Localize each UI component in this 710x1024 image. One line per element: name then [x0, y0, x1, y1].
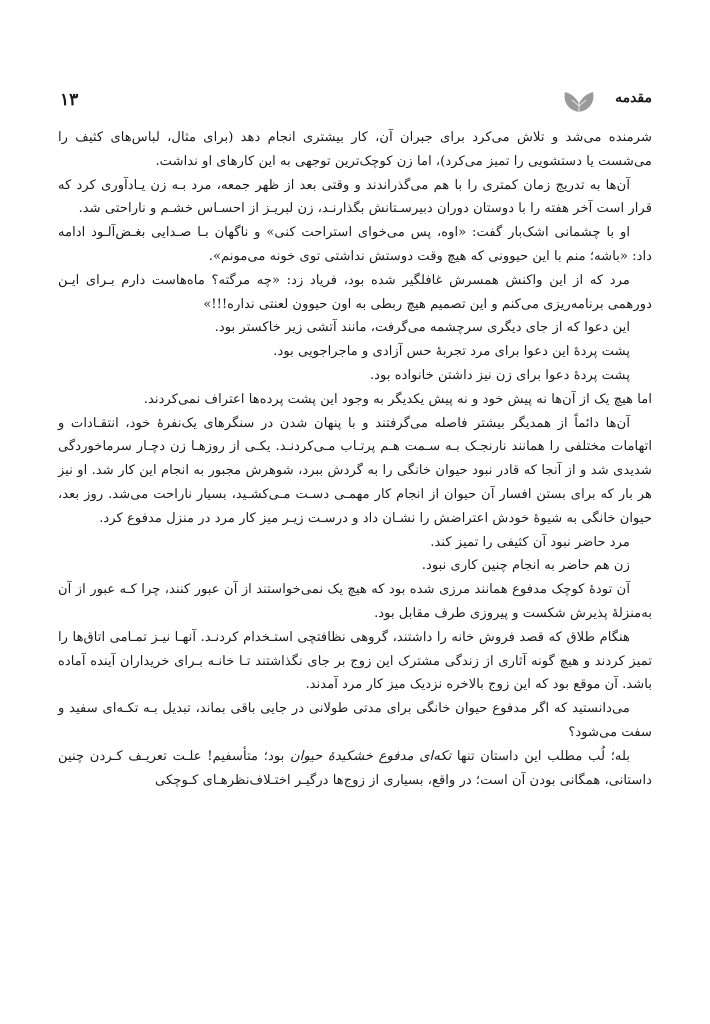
paragraph: پشت پردهٔ دعوا برای زن نیز داشتن خانواده بود. — [369, 367, 630, 383]
paragraph: شرمنده می‌شد و تلاش می‌کرد برای جبران آن، کار بیشتری انجام دهد (برای مثال، لباس‌های کثیف را می‌شست یا دستشویی را تمیز می‌کرد)، اما زن کوچک‌ترین توجهی به این کارهای او نداشت. — [58, 130, 652, 169]
paragraph: مرد که از این واکنش همسرش غافلگیر شده بود، فریاد زد: «چه مرگته؟ ماه‌هاست دارم بـرای ایـن دورهمی برنامه‌ریزی می‌کنم و این تصمیم هیچ ربطی به اون حیوون لعنتی نداره!!!» — [58, 272, 652, 312]
text-run: بود؛ متأسفیم! علـت تعریـف کـردن چنین داستانی، همگانی بودن آن است؛ در واقع، بسیاری از زوج‌ها درگیـر اختـلاف‌نظرهـای کـوچکی — [58, 748, 652, 788]
paragraph: زن هم حاضر به انجام چنین کاری نبود. — [421, 558, 630, 574]
paragraph: او با چشمانی اشک‌بار گفت: «اوه، پس می‌خوای استراحت کنی» و ناگهان بـا صـدایی بغـض‌آلـود ادامه داد: «باشه؛ منم با این حیوونی که هیچ وقت دوستش نداشتی توی خونه می‌مونم». — [58, 225, 652, 264]
italic-phrase: تکه‌ای مدفوع خشکیدهٔ حیوان — [289, 748, 452, 764]
text-run: بله؛ لُب مطلب این داستان تنها — [451, 748, 631, 764]
page-body — [58, 126, 652, 792]
paragraph: هنگام طلاق که قصد فروش خانه را داشتند، گروهی نظافتچی استـخدام کردنـد. آنهـا نیـز تمـامی اتاق‌ها را تمیز کردند و هیچ گونه آثاری از زندگی مشترک این زوج بر جای نگذاشتند تـا خانـه بـرای خریداران آینده آماده باشد. آن موقع بود که این زوج بالاخره نزدیک میز کار مرد آمدند. — [58, 629, 652, 693]
paragraph: مرد حاضر نبود آن کثیفی را تمیز کند. — [430, 534, 630, 550]
paragraph: آن تودهٔ کوچک مدفوع همانند مرزی شده بود که هیچ یک نمی‌خواستند از آن عبور کنند، چرا کـه عبور از آن به‌منزلهٔ پذیرش شکست و پیروزی طرف مقابل بود. — [58, 582, 652, 621]
book-page — [58, 88, 652, 788]
paragraph: پشت پردهٔ این دعوا برای مرد تجربهٔ حس آزادی و ماجراجویی بود. — [273, 344, 630, 360]
paragraph: آن‌ها دائماً از همدیگر بیشتر فاصله می‌گرفتند و با پنهان شدن در سنگرهای یک‌نفرهٔ خود، انتقـادات و اتهامات مختلفی را همانند نارنجـک بـه سـمت هـم پرتـاب مـی‌کردنـد. یکـی از روزهـا زن دچـار سرماخوردگی شدیدی شد و از آنجا که قادر نبود حیوان خانگی را به گردش ببرد، شوهرش مجبور به انجام این کار شد. او نیز هر بار که برای بستن افسار آن حیوان از انجام کار مهمـی دسـت مـی‌کشـید، بسیار ناراحت می‌شد. روز بعد، حیوان خانگی به شیوهٔ خودش اعتراضش را نشـان داد و درسـت زیـر میز کار مرد در منزل مدفوع کرد. — [58, 415, 652, 526]
paragraph: اما هیچ یک از آن‌ها نه پیش خود و نه پیش یکدیگر به وجود این پشت پرده‌ها اعتراف نمی‌کردند. — [143, 391, 652, 407]
leaf-ornament-icon — [562, 88, 596, 114]
chapter-title: مقدمه — [615, 90, 652, 106]
paragraph: این دعوا که از جای دیگری سرچشمه می‌گرفت، مانند آتشی زیر خاکستر بود. — [214, 320, 630, 336]
paragraph — [58, 745, 652, 793]
page-number: ۱۳ — [60, 90, 79, 110]
paragraph: می‌دانستید که اگر مدفوع حیوان خانگی برای مدتی طولانی در جایی باقی بماند، تبدیل بـه تکـه‌ای سفید و سفت می‌شود؟ — [58, 701, 652, 740]
paragraph: آن‌ها به تدریج زمان کمتری را با هم می‌گذراندند و وقتی بعد از ظهر جمعه، مرد بـه زن یـادآوری کرد که قرار است آخر هفته را با دوستان دوران دبیرسـتانش بگذارنـد، زن لبریـز از احسـاس خشـم و ناراحتی شد. — [58, 177, 652, 217]
running-header — [58, 88, 652, 118]
